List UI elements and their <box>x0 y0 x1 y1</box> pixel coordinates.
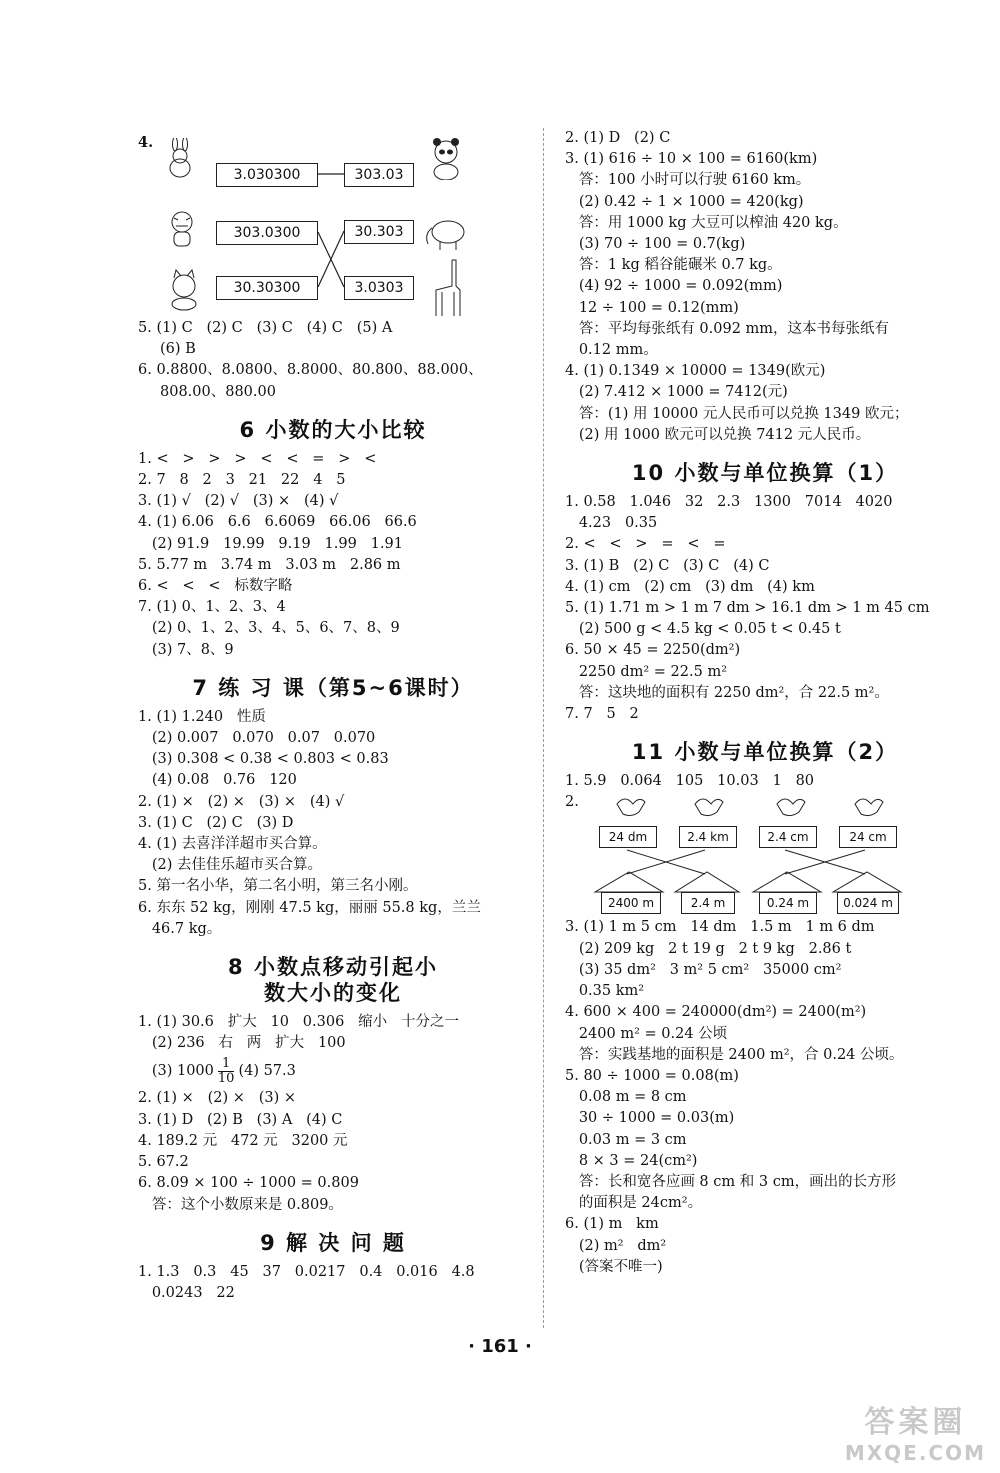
sec8-line: 2. (1) × (2) × (3) × <box>138 1090 296 1107</box>
house-roof-3 <box>753 872 821 892</box>
bird-label-1: 24 dm <box>599 826 657 848</box>
left-box-3: 30.30300 <box>216 276 318 300</box>
sec11-line: (答案不唯一) <box>565 1258 663 1275</box>
sec6-line: 1. < > > > < < = > < <box>138 450 377 467</box>
sec11-line: 6. (1) m km <box>565 1216 659 1233</box>
sec6-line: 7. (1) 0、1、2、3、4 <box>138 599 286 616</box>
sec8-line: 4. 189.2 元 472 元 3200 元 <box>138 1132 348 1149</box>
sec10-line: (2) 500 g < 4.5 kg < 0.05 t < 0.45 t <box>565 621 841 638</box>
sec9-line: 0.0243 22 <box>138 1284 235 1301</box>
sec10-line: 1. 0.58 1.046 32 2.3 1300 7014 4020 <box>565 494 893 511</box>
sec11-line: 0.35 km² <box>565 983 645 1000</box>
right-line: (2) 0.42 ÷ 1 × 1000 = 420(kg) <box>565 193 804 210</box>
bird-icon-2 <box>695 799 723 816</box>
right-box-1: 303.03 <box>344 163 414 187</box>
right-line: 答：(1) 用 10000 元人民币可以兑换 1349 欧元； <box>565 405 909 422</box>
house-roof-1 <box>595 872 663 892</box>
sec10-line: 答：这块地的面积有 2250 dm²，合 22.5 m²。 <box>565 684 889 701</box>
fraction-numerator: 1 <box>218 1057 235 1072</box>
sec10-line: 7. 7 5 2 <box>565 706 639 723</box>
q6-line-1: 6. 0.8800、8.0800、8.8000、80.800、88.000、 <box>138 362 483 379</box>
sec10-line: 4.23 0.35 <box>565 515 658 532</box>
bird-label-2: 2.4 km <box>679 826 737 848</box>
sec6-line: (2) 91.9 19.99 9.19 1.99 1.91 <box>138 535 403 552</box>
watermark-text: 答案圈 <box>864 1405 967 1440</box>
watermark-url: MXQE.COM <box>844 1441 986 1465</box>
sec10-line: 5. (1) 1.71 m > 1 m 7 dm > 16.1 dm > 1 m 45 cm <box>565 600 930 617</box>
sec10-line: 3. (1) B (2) C (3) C (4) C <box>565 557 770 574</box>
right-line: 答：平均每张纸有 0.092 mm，这本书每张纸有 <box>565 320 890 337</box>
q5-line-2: (6) B <box>160 341 196 358</box>
watermark-logo <box>845 1397 986 1465</box>
house-label-4: 0.024 m <box>837 892 899 914</box>
sec8-line: 6. 8.09 × 100 ÷ 1000 = 0.809 <box>138 1175 359 1192</box>
sec10-line: 4. (1) cm (2) cm (3) dm (4) km <box>565 578 815 595</box>
sec8-q1-3-suffix: (4) 57.3 <box>238 1063 296 1080</box>
right-line: 12 ÷ 100 = 0.12(mm) <box>565 299 739 316</box>
right-line: 4. (1) 0.1349 × 10000 = 1349(欧元) <box>565 363 826 380</box>
sec10-line: 2. < < > = < = <box>565 536 726 553</box>
section-6-title: 6 小数的大小比较 <box>239 417 427 442</box>
right-line: 答：100 小时可以行驶 6160 km。 <box>565 172 811 189</box>
sec7-line: 1. (1) 1.240 性质 <box>138 708 266 725</box>
sec7-line: (2) 去佳佳乐超市买合算。 <box>138 857 322 874</box>
house-label-2: 2.4 m <box>681 892 735 914</box>
right-line: 答：用 1000 kg 大豆可以榨油 420 kg。 <box>565 214 848 231</box>
sec6-line: 3. (1) √ (2) √ (3) × (4) √ <box>138 493 339 510</box>
fraction-denominator: 10 <box>217 1070 235 1086</box>
bird-icon-4 <box>855 799 883 816</box>
sec11-q1: 1. 5.9 0.064 105 10.03 1 80 <box>565 773 815 790</box>
sec7-line: (2) 0.007 0.070 0.07 0.070 <box>138 730 376 747</box>
q5-line-1: 5. (1) C (2) C (3) C (4) C (5) A <box>138 320 393 336</box>
sec11-line: 0.08 m = 8 cm <box>565 1089 687 1106</box>
sec11-line: (2) m² dm² <box>565 1237 667 1254</box>
q4-connectors <box>138 128 528 318</box>
right-column <box>565 128 965 1278</box>
house-roof-4 <box>833 872 901 892</box>
sec9-line: 1. 1.3 0.3 45 37 0.0217 0.4 0.016 4.8 <box>138 1263 475 1280</box>
sec6-line: (2) 0、1、2、3、4、5、6、7、8、9 <box>138 620 400 637</box>
section-8-title-line-1: 8 小数点移动引起小 <box>228 955 438 980</box>
sec6-line: 6. < < < 标数字略 <box>138 578 293 595</box>
sec8-line: 1. (1) 30.6 扩大 10 0.306 缩小 十分之一 <box>138 1014 459 1031</box>
left-box-1: 3.030300 <box>216 163 318 187</box>
sec10-line: 6. 50 × 45 = 2250(dm²) <box>565 642 741 659</box>
sec11-line: 答：长和宽各应画 8 cm 和 3 cm，画出的长方形 <box>565 1173 897 1190</box>
right-line: 2. (1) D (2) C <box>565 130 671 146</box>
left-box-2: 303.0300 <box>216 221 318 245</box>
sec11-line: (3) 35 dm² 3 m² 5 cm² 35000 cm² <box>565 961 842 978</box>
sec6-line: 4. (1) 6.06 6.6 6.6069 66.06 66.6 <box>138 514 417 531</box>
sec11-q2-label: 2. <box>565 794 579 811</box>
right-box-2: 30.303 <box>344 220 414 244</box>
sec8-line: 5. 67.2 <box>138 1154 189 1171</box>
right-line: (3) 70 ÷ 100 = 0.7(kg) <box>565 236 746 253</box>
sec11-line: 8 × 3 = 24(cm²) <box>565 1152 698 1169</box>
left-column <box>138 128 528 1304</box>
sec8-line: 3. (1) D (2) B (3) A (4) C <box>138 1111 343 1128</box>
right-line: (2) 7.412 × 1000 = 7412(元) <box>565 384 788 401</box>
sec10-line: 2250 dm² = 22.5 m² <box>565 663 728 680</box>
section-11-title: 11 小数与单位换算（2） <box>631 740 899 765</box>
sec7-line: 5. 第一名小华，第二名小明，第三名小刚。 <box>138 878 418 895</box>
sec11-line: 5. 80 ÷ 1000 = 0.08(m) <box>565 1067 739 1084</box>
section-10-title: 10 小数与单位换算（1） <box>631 461 899 486</box>
sec6-line: (3) 7、8、9 <box>138 641 234 658</box>
right-line: 3. (1) 616 ÷ 10 × 100 = 6160(km) <box>565 151 818 168</box>
sec8-line: (2) 236 右 两 扩大 100 <box>138 1035 346 1052</box>
right-line: (4) 92 ÷ 1000 = 0.092(mm) <box>565 278 783 295</box>
house-label-3: 0.24 m <box>759 892 817 914</box>
bird-label-3: 2.4 cm <box>759 826 817 848</box>
sec7-line: 46.7 kg。 <box>138 920 222 937</box>
sec11-line: 2400 m² = 0.24 公顷 <box>565 1025 728 1042</box>
sec7-line: 2. (1) × (2) × (3) × (4) √ <box>138 793 345 810</box>
house-roof-2 <box>675 872 739 892</box>
q4-matching-figure <box>138 128 528 318</box>
bird-icon-1 <box>617 799 645 816</box>
sec11-line: 0.03 m = 3 cm <box>565 1131 687 1148</box>
sec7-line: (4) 0.08 0.76 120 <box>138 772 297 789</box>
sec7-line: 3. (1) C (2) C (3) D <box>138 814 294 831</box>
sec6-line: 2. 7 8 2 3 21 22 4 5 <box>138 472 346 489</box>
fraction-one-tenth <box>218 1057 235 1086</box>
sec7-line: 6. 东东 52 kg，刚刚 47.5 kg，丽丽 55.8 kg，兰兰 <box>138 899 481 916</box>
right-line: 0.12 mm。 <box>565 342 658 359</box>
right-line: 答：1 kg 稻谷能碾米 0.7 kg。 <box>565 257 782 274</box>
sec7-line: (3) 0.308 < 0.38 < 0.803 < 0.83 <box>138 751 389 768</box>
section-8-title-line-2: 数大小的变化 <box>264 981 402 1006</box>
sec11-line: (2) 209 kg 2 t 19 g 2 t 9 kg 2.86 t <box>565 940 852 957</box>
house-label-1: 2400 m <box>601 892 661 914</box>
sec11-q2-figure <box>565 792 965 917</box>
sec11-line: 答：实践基地的面积是 2400 m²，合 0.24 公顷。 <box>565 1046 904 1063</box>
right-line: (2) 用 1000 欧元可以兑换 7412 元人民币。 <box>565 426 871 443</box>
column-divider <box>543 128 544 1328</box>
bird-label-4: 24 cm <box>839 826 897 848</box>
sec11-line: 30 ÷ 1000 = 0.03(m) <box>565 1110 735 1127</box>
sec8-line-fraction <box>138 1054 528 1088</box>
section-7-title: 7 练 习 课（第5~6课时） <box>192 675 474 700</box>
sec11-line: 的面积是 24cm²。 <box>565 1195 703 1212</box>
right-box-3: 3.0303 <box>344 276 414 300</box>
sec8-q1-3-prefix: (3) 1000 <box>138 1063 214 1080</box>
page-number: · 161 · <box>468 1336 532 1357</box>
bird-icon-3 <box>777 799 805 816</box>
sec7-line: 4. (1) 去喜洋洋超市买合算。 <box>138 836 327 853</box>
sec8-line: 答：这个小数原来是 0.809。 <box>138 1196 343 1213</box>
q4-label: 4. <box>138 134 154 151</box>
sec11-line: 3. (1) 1 m 5 cm 14 dm 1.5 m 1 m 6 dm <box>565 919 875 936</box>
q6-line-2: 808.00、880.00 <box>160 383 276 400</box>
sec6-line: 5. 5.77 m 3.74 m 3.03 m 2.86 m <box>138 556 401 573</box>
sec11-line: 4. 600 × 400 = 240000(dm²) = 2400(m²) <box>565 1004 867 1021</box>
section-9-title: 9 解 决 问 题 <box>260 1230 406 1255</box>
